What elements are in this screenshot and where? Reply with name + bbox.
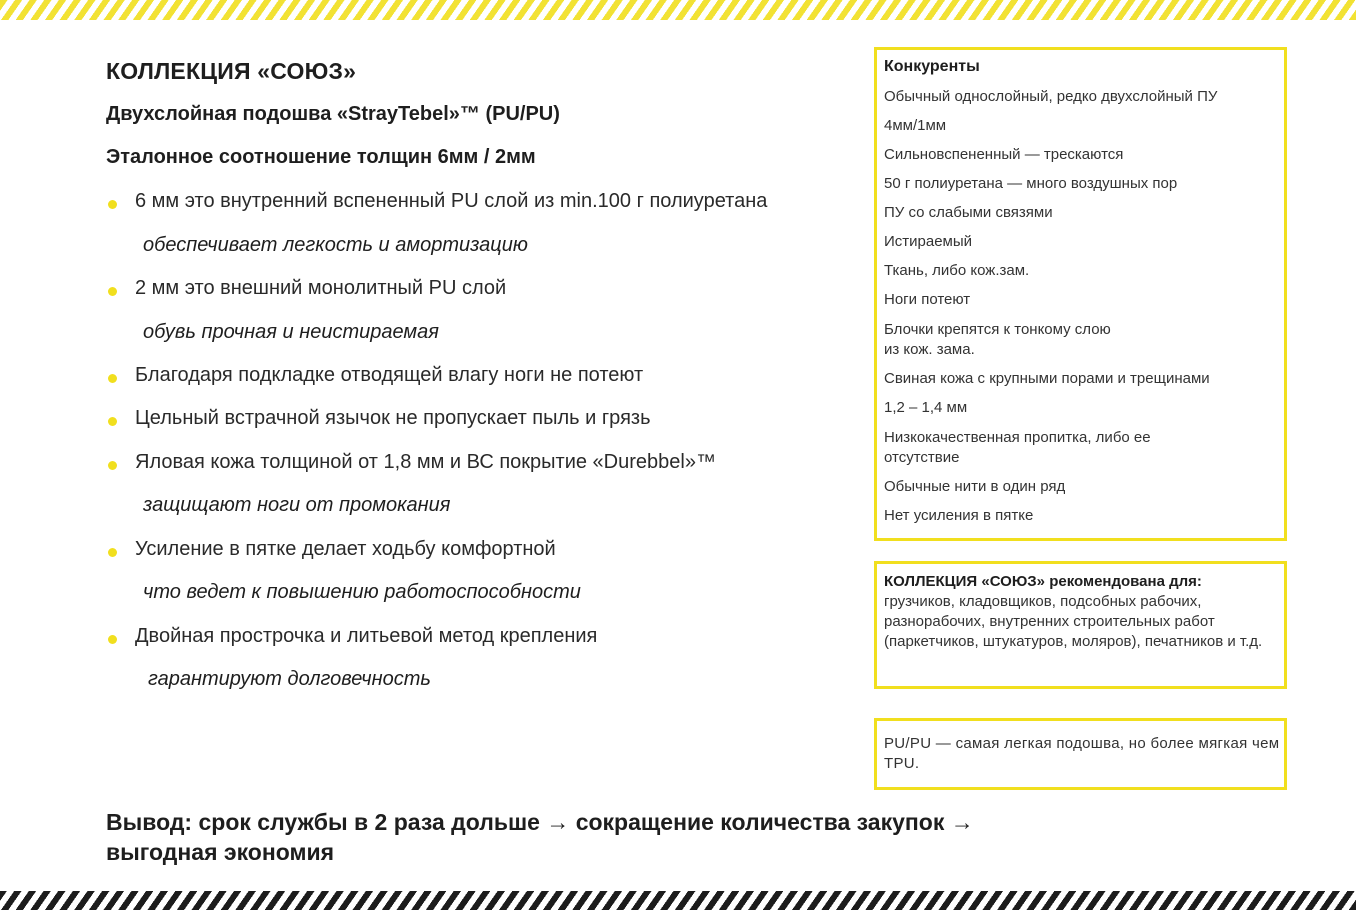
bullet-icon (108, 200, 117, 209)
competitor-item: Сильновспененный — трескаются (884, 146, 1124, 163)
competitor-item: Обычные нити в один ряд (884, 478, 1066, 495)
feature-benefit: обувь прочная и неистираемая (143, 321, 439, 343)
feature-benefit: гарантируют долговечность (148, 668, 431, 690)
bullet-icon (108, 461, 117, 470)
feature-text: Усиление в пятке делает ходьбу комфортной (135, 538, 556, 560)
competitor-item: Нет усиления в пятке (884, 507, 1034, 524)
competitor-item: 1,2 – 1,4 мм (884, 399, 968, 416)
feature-benefit: что ведет к повышению работоспособности (143, 581, 581, 603)
recommendation-text: грузчиков, кладовщиков, подсобных рабочих, разнорабочих, внутренних строительных работ (паркетчиков, штукатуров, моляров), печатников и т.д. (884, 593, 1263, 650)
conclusion (106, 807, 1106, 867)
note-text: PU/PU — самая легкая подошва, но более мягкая чем TPU. (884, 735, 1280, 772)
competitor-item: Истираемый (884, 233, 973, 250)
recommendation-title: КОЛЛЕКЦИЯ «СОЮЗ» рекомендована для: (884, 573, 1202, 590)
feature-text: 2 мм это внешний монолитный PU слой (135, 277, 507, 299)
conclusion-line-2: выгодная экономия (106, 839, 335, 865)
feature-text: Двойная прострочка и литьевой метод крепления (135, 625, 598, 647)
conclusion-line-1: Вывод: срок службы в 2 раза дольше → сокращение количества закупок → (106, 809, 974, 835)
recommendation-panel (874, 561, 1287, 689)
competitor-item: отсутствие (884, 449, 960, 466)
competitor-item: ПУ со слабыми связями (884, 204, 1053, 221)
bullet-icon (108, 548, 117, 557)
competitor-item: 50 г полиуретана — много воздушных пор (884, 175, 1178, 192)
top-decorative-stripe (0, 0, 1356, 20)
feature-benefit: обеспечивает легкость и амортизацию (143, 234, 528, 256)
competitor-item: из кож. зама. (884, 341, 975, 358)
competitor-item: Блочки крепятся к тонкому слою (884, 321, 1111, 338)
bullet-icon (108, 287, 117, 296)
bottom-decorative-stripe (0, 891, 1356, 910)
competitor-item: Ткань, либо кож.зам. (884, 262, 1030, 279)
thickness-subtitle: Эталонное соотношение толщин 6мм / 2мм (106, 146, 536, 168)
competitor-item: Ноги потеют (884, 291, 971, 308)
bullet-icon (108, 635, 117, 644)
feature-benefit: защищают ноги от промокания (143, 494, 451, 516)
bullet-icon (108, 374, 117, 383)
feature-text: Благодаря подкладке отводящей влагу ноги не потеют (135, 364, 644, 386)
feature-text: Цельный встрачной язычок не пропускает пыль и грязь (135, 407, 651, 429)
feature-text: Яловая кожа толщиной от 1,8 мм и ВС покрытие «Durebbel»™ (135, 451, 716, 473)
page-title: КОЛЛЕКЦИЯ «СОЮЗ» (106, 58, 357, 84)
competitor-item: Обычный однослойный, редко двухслойный ПУ (884, 88, 1218, 105)
feature-text: 6 мм это внутренний вспененный PU слой из min.100 г полиуретана (135, 190, 768, 212)
competitors-panel (874, 47, 1287, 541)
note-panel (874, 718, 1287, 790)
competitors-title: Конкуренты (884, 58, 980, 75)
bullet-icon (108, 417, 117, 426)
competitor-item: Свиная кожа с крупными порами и трещинами (884, 370, 1210, 387)
recommendation-body (884, 572, 1282, 652)
competitor-item: Низкокачественная пропитка, либо ее (884, 429, 1151, 446)
sole-subtitle: Двухслойная подошва «StrayTebel»™ (PU/PU) (106, 103, 560, 125)
competitor-item: 4мм/1мм (884, 117, 947, 134)
